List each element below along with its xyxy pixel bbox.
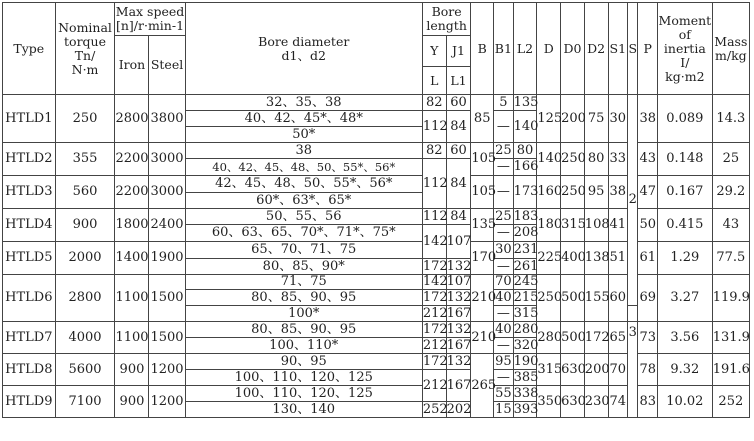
L2-cell: 315	[513, 305, 539, 321]
Y-cell: 172	[422, 321, 448, 337]
L2-cell: 231	[513, 242, 539, 257]
B1-cell: —	[494, 111, 514, 143]
D-cell: 160	[537, 176, 561, 209]
table-row	[3, 95, 750, 111]
iron-speed-cell: 2200	[115, 176, 149, 209]
J1-cell: 167	[446, 370, 471, 402]
torque-cell: 4000	[55, 322, 115, 354]
table-row	[3, 242, 750, 259]
S1-cell: 60	[608, 275, 628, 322]
torque-cell: 250	[55, 95, 115, 143]
S1-cell: 74	[608, 386, 628, 418]
D2-cell: 172	[584, 322, 608, 354]
D0-cell: 500	[561, 275, 585, 322]
S1-cell: 41	[608, 209, 628, 242]
iron-speed-cell: 2200	[115, 143, 149, 176]
header-bore-diameter: Bore diameter d1、d2	[185, 3, 422, 95]
B-cell: 170	[471, 242, 494, 275]
Y-cell: 172	[422, 289, 448, 305]
J1-cell: 84	[446, 159, 471, 209]
L2-cell: 135	[513, 94, 539, 110]
B1-cell: —	[494, 338, 514, 354]
steel-speed-cell: 1500	[149, 275, 185, 322]
B-cell: 105	[471, 176, 494, 209]
steel-speed-cell: 1200	[149, 354, 185, 386]
torque-cell: 2800	[55, 275, 115, 322]
Y-cell: 252	[422, 401, 448, 417]
L2-cell: 140	[513, 111, 537, 143]
mass-cell: 119.9	[712, 275, 749, 322]
torque-cell: 2000	[55, 242, 115, 275]
S1-cell: 70	[608, 354, 628, 386]
Y-cell: 212	[422, 337, 448, 353]
S1-cell: 65	[608, 322, 628, 354]
P-cell: 73	[638, 322, 658, 354]
steel-speed-cell: 2400	[149, 209, 185, 242]
iron-speed-cell: 1100	[115, 275, 149, 322]
bore-cell: 60、63、65、70*、71*、75*	[185, 225, 422, 242]
bore-cell: 38	[185, 143, 422, 159]
header-B: B	[471, 3, 494, 95]
torque-cell: 7100	[55, 386, 115, 418]
bore-cell: 100、110*	[185, 338, 422, 354]
bore-cell: 65、70、71、75	[185, 242, 422, 259]
S1-cell: 33	[608, 143, 628, 176]
header-torque: Nominal torque Tn/ N·m	[55, 3, 115, 95]
bore-cell: 42、45、48、50、55*、56*	[185, 176, 422, 193]
J1-cell: 167	[446, 337, 472, 353]
header-P: P	[638, 3, 658, 95]
header-S1: S1	[608, 3, 628, 95]
header-mass: Mass m/kg	[712, 3, 749, 95]
D2-cell: 108	[584, 209, 608, 242]
header-max-speed: Max speed [n]/r·min-1	[115, 3, 185, 36]
S-cell: 2	[628, 95, 638, 306]
inertia-cell: 0.148	[658, 143, 713, 176]
bore-cell: 100、110、120、125	[185, 370, 422, 386]
bore-cell: 40、42、45*、48*	[185, 111, 422, 127]
J1-cell: 107	[446, 274, 472, 289]
P-cell: 50	[638, 209, 658, 242]
iron-speed-cell: 1800	[115, 209, 149, 242]
iron-speed-cell: 1400	[115, 242, 149, 275]
S1-cell: 51	[608, 242, 628, 275]
table-row	[3, 143, 750, 159]
header-D2: D2	[584, 3, 608, 95]
Y-cell: 112	[422, 208, 448, 224]
torque-cell: 355	[55, 143, 115, 176]
J1-cell: 202	[446, 401, 472, 417]
L2-cell: 338	[513, 385, 539, 401]
Y-cell: 82	[422, 95, 446, 111]
iron-speed-cell: 2800	[115, 95, 149, 143]
bore-cell: 80、85、90、95	[185, 322, 422, 338]
iron-speed-cell: 1100	[115, 322, 149, 354]
header-D0: D0	[561, 3, 585, 95]
torque-cell: 560	[55, 176, 115, 209]
inertia-cell: 1.29	[658, 242, 713, 275]
Y-cell: 112	[422, 159, 446, 209]
L2-cell: 173	[513, 176, 537, 209]
D-cell: 125	[537, 95, 561, 143]
D0-cell: 400	[561, 242, 585, 275]
inertia-cell: 10.02	[658, 386, 713, 418]
P-cell: 61	[638, 242, 658, 275]
J1-cell: 107	[446, 225, 471, 259]
B1-cell: 5	[494, 95, 514, 111]
bore-cell: 50*	[185, 127, 422, 143]
bore-cell: 60*、63*、65*	[185, 193, 422, 209]
B-cell: 135	[471, 209, 494, 242]
Y-cell: 212	[422, 305, 448, 321]
inertia-cell: 0.415	[658, 209, 713, 242]
header-Y: Y	[422, 36, 446, 67]
inertia-cell: 9.32	[658, 354, 713, 386]
B1-cell: —	[494, 370, 514, 386]
L2-cell: 183	[513, 208, 539, 224]
table-row	[3, 275, 750, 290]
J1-cell: 60	[446, 143, 471, 159]
header-B1: B1	[494, 3, 514, 95]
J1-cell: 132	[446, 289, 472, 305]
inertia-cell: 3.56	[658, 322, 713, 354]
L2-cell: 80	[513, 143, 537, 159]
L2-cell: 166	[513, 159, 539, 174]
D-cell: 140	[537, 143, 561, 176]
bore-cell: 130、140	[185, 402, 422, 418]
B1-cell: —	[494, 176, 514, 209]
P-cell: 83	[638, 386, 658, 418]
D0-cell: 250	[561, 176, 585, 209]
Y-cell: 82	[422, 143, 446, 159]
J1-cell: 60	[446, 95, 471, 111]
D2-cell: 230	[584, 386, 608, 418]
L2-cell: 280	[513, 321, 539, 337]
bore-cell: 80、85、90*	[185, 259, 422, 275]
Y-cell: 112	[422, 111, 446, 143]
L2-cell: 215	[513, 289, 539, 305]
table-row	[3, 322, 750, 338]
bore-cell: 90、95	[185, 354, 422, 370]
Y-cell: 212	[422, 370, 446, 402]
D0-cell: 315	[561, 209, 585, 242]
P-cell: 47	[638, 176, 658, 209]
B1-cell: —	[494, 225, 514, 242]
L2-cell: 190	[513, 353, 539, 369]
D2-cell: 75	[584, 95, 608, 143]
L2-cell: 385	[513, 369, 539, 385]
J1-cell: 132	[446, 258, 472, 274]
D-cell: 280	[537, 322, 561, 354]
inertia-cell: 0.167	[658, 176, 713, 209]
bore-cell: 32、35、38	[185, 95, 422, 111]
header-S: S	[628, 3, 638, 95]
D2-cell: 200	[584, 354, 608, 386]
P-cell: 38	[638, 95, 658, 143]
B1-cell: 15	[495, 401, 512, 417]
S1-cell: 38	[608, 176, 628, 209]
mass-cell: 191.6	[712, 354, 749, 386]
header-steel: Steel	[149, 36, 185, 95]
iron-speed-cell: 900	[115, 386, 149, 418]
type-cell: HTLD3	[3, 176, 56, 209]
J1-cell: 132	[446, 321, 472, 337]
L2-cell: 245	[513, 274, 539, 289]
B1-cell: 70	[495, 274, 512, 289]
bore-cell: 100*	[185, 306, 422, 322]
B1-cell: 40	[495, 321, 512, 337]
header-L2: L2	[513, 3, 537, 95]
type-cell: HTLD2	[3, 143, 56, 176]
header-type: Type	[3, 3, 56, 95]
D0-cell: 250	[561, 143, 585, 176]
D0-cell: 200	[561, 95, 585, 143]
B1-cell: —	[494, 159, 514, 176]
header-moment-of-inertia: Moment of inertia I/ kg·m2	[658, 3, 713, 95]
table-row	[3, 354, 750, 370]
torque-cell: 900	[55, 209, 115, 242]
B-cell: 210	[471, 322, 494, 354]
coupling-spec-table	[2, 2, 750, 418]
mass-cell: 131.9	[712, 322, 749, 354]
header-J1: J1	[446, 36, 471, 67]
B-cell: 210	[471, 275, 494, 322]
D-cell: 315	[537, 354, 561, 386]
table-row	[3, 386, 750, 402]
B1-cell: 30	[495, 242, 512, 257]
mass-cell: 43	[712, 209, 749, 242]
D2-cell: 155	[584, 275, 608, 322]
type-cell: HTLD9	[3, 386, 56, 418]
mass-cell: 14.3	[712, 95, 749, 143]
type-cell: HTLD4	[3, 209, 56, 242]
J1-cell: 132	[446, 353, 472, 369]
D-cell: 350	[537, 386, 561, 418]
mass-cell: 29.2	[712, 176, 749, 209]
type-cell: HTLD7	[3, 322, 56, 354]
S1-cell: 30	[608, 95, 628, 143]
L2-cell: 320	[513, 337, 539, 353]
B1-cell: 95	[495, 353, 512, 369]
B1-cell: 25	[495, 142, 512, 158]
J1-cell: 84	[446, 209, 471, 225]
steel-speed-cell: 3000	[149, 143, 185, 176]
header-D: D	[537, 3, 561, 95]
type-cell: HTLD1	[3, 95, 56, 143]
B-cell: 85	[471, 95, 494, 143]
header-L: L	[422, 67, 446, 95]
bore-cell: 40、42、45、48、50、55*、56*	[185, 159, 422, 176]
inertia-cell: 3.27	[658, 275, 713, 322]
type-cell: HTLD6	[3, 275, 56, 322]
J1-cell: 84	[446, 111, 471, 143]
D2-cell: 80	[584, 143, 608, 176]
Y-cell: 142	[422, 274, 448, 289]
bore-cell: 50、55、56	[185, 209, 422, 225]
D2-cell: 95	[584, 176, 608, 209]
Y-cell: 142	[422, 225, 446, 259]
D-cell: 225	[537, 242, 561, 275]
L2-cell: 393	[513, 401, 539, 417]
D2-cell: 138	[584, 242, 608, 275]
B1-cell: 25	[495, 208, 512, 224]
iron-speed-cell: 900	[115, 354, 149, 386]
Y-cell: 172	[422, 353, 448, 369]
steel-speed-cell: 1500	[149, 322, 185, 354]
P-cell: 69	[638, 275, 658, 322]
S-cell: 3	[628, 322, 638, 418]
B-cell: 105	[471, 143, 494, 176]
B1-cell: 55	[495, 385, 512, 401]
J1-cell: 167	[446, 305, 472, 321]
Y-cell: 172	[422, 258, 448, 274]
B-cell: 265	[471, 354, 494, 418]
D-cell: 180	[537, 209, 561, 242]
steel-speed-cell: 3000	[149, 176, 185, 209]
P-cell: 78	[638, 354, 658, 386]
header-L1: L1	[446, 67, 471, 95]
torque-cell: 5600	[55, 354, 115, 386]
B1-cell: —	[494, 306, 514, 322]
table-row	[3, 209, 750, 225]
steel-speed-cell: 1200	[149, 386, 185, 418]
bore-cell: 71、75	[185, 275, 422, 290]
D0-cell: 630	[561, 386, 585, 418]
L2-cell: 261	[513, 258, 539, 274]
P-cell: 43	[638, 143, 658, 176]
type-cell: HTLD8	[3, 354, 56, 386]
steel-speed-cell: 3800	[149, 95, 185, 143]
header-iron: Iron	[115, 36, 149, 95]
D0-cell: 500	[561, 322, 585, 354]
type-cell: HTLD5	[3, 242, 56, 275]
D-cell: 250	[537, 275, 561, 322]
bore-cell: 100、110、120、125	[185, 386, 422, 402]
B1-cell: 40	[495, 289, 512, 305]
inertia-cell: 0.089	[658, 95, 713, 143]
table-row	[3, 176, 750, 193]
steel-speed-cell: 1900	[149, 242, 185, 275]
L2-cell: 208	[513, 225, 539, 240]
mass-cell: 77.5	[712, 242, 749, 275]
mass-cell: 252	[712, 386, 749, 418]
mass-cell: 25	[712, 143, 749, 176]
D0-cell: 630	[561, 354, 585, 386]
header-bore-length: Bore length	[422, 3, 470, 36]
B1-cell: —	[494, 259, 514, 275]
bore-cell: 80、85、90、95	[185, 290, 422, 306]
